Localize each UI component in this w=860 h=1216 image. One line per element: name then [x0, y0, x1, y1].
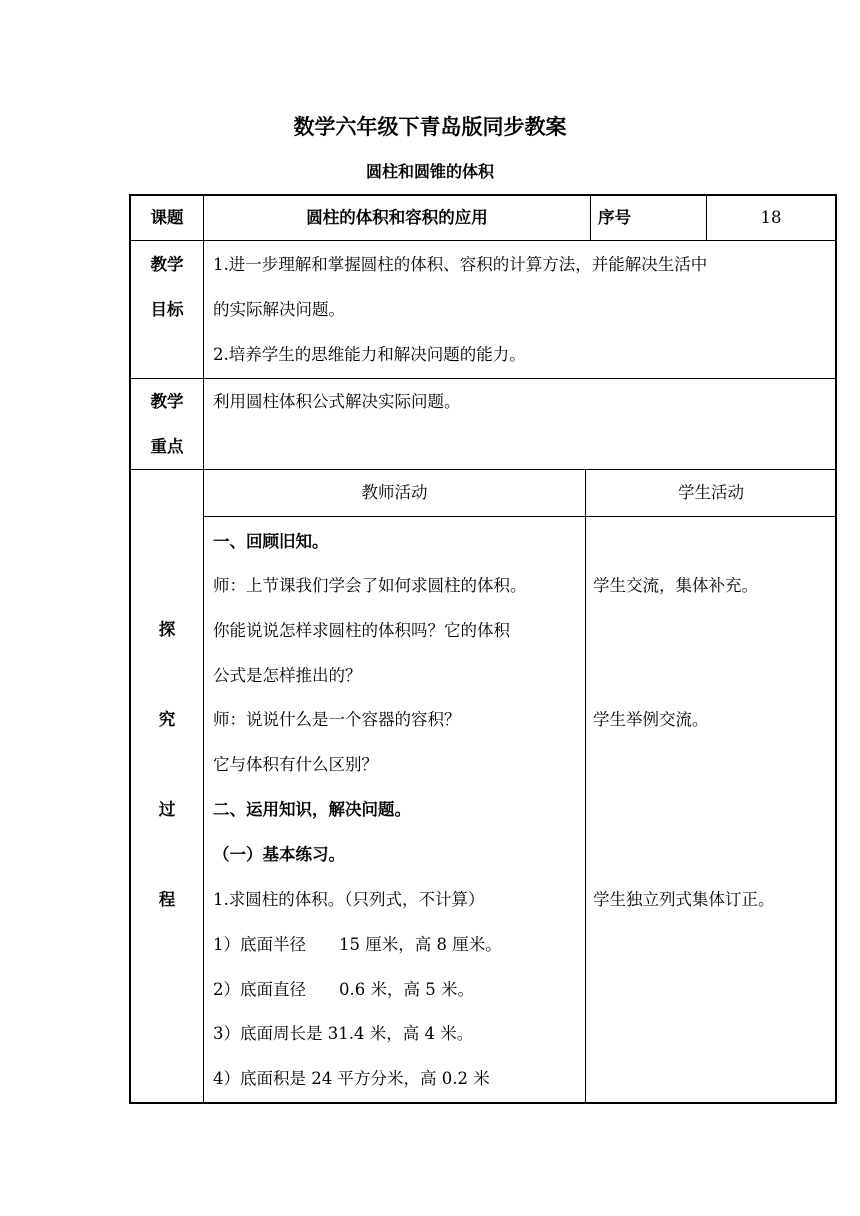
seq-label: 序号 — [598, 208, 631, 227]
focus-label-line1: 教学 — [150, 392, 184, 411]
teacher-activity-line: 1）底面半径 15 厘米，高 8 厘米。 — [213, 935, 502, 954]
focus-text: 利用圆柱体积公式解决实际问题。 — [213, 392, 461, 411]
teacher-activity-line: 2）底面直径 0.6 米，高 5 米。 — [213, 980, 474, 999]
column-divider — [203, 194, 204, 1104]
teacher-activity-line: 公式是怎样推出的？ — [213, 666, 362, 685]
teacher-activity-line: 你能说说怎样求圆柱的体积吗？它的体积 — [213, 621, 510, 640]
process-label-char: 过 — [158, 800, 176, 819]
teacher-activity-line: 二、运用知识，解决问题。 — [213, 800, 411, 819]
goals-text-line: 2.培养学生的思维能力和解决问题的能力。 — [213, 345, 526, 364]
teacher-activity-line: （一）基本练习。 — [213, 845, 345, 864]
student-activity-line: 学生举例交流。 — [593, 710, 709, 729]
topic-value: 圆柱的体积和容积的应用 — [306, 208, 488, 227]
goals-label-line1: 教学 — [150, 255, 184, 274]
process-label-char: 程 — [158, 890, 176, 909]
teacher-activity-header: 教师活动 — [361, 483, 428, 502]
teacher-activity-line: 1.求圆柱的体积。（只列式，不计算） — [213, 890, 485, 909]
student-activity-line: 学生交流，集体补充。 — [593, 576, 758, 595]
teacher-activity-line: 一、回顾旧知。 — [213, 532, 329, 551]
process-label-char: 探 — [158, 620, 176, 639]
teacher-activity-line: 3）底面周长是 31.4 米，高 4 米。 — [213, 1024, 474, 1043]
student-activity-line: 学生独立列式集体订正。 — [593, 890, 775, 909]
student-activity-header: 学生活动 — [678, 483, 744, 502]
teacher-activity-line: 师：上节课我们学会了如何求圆柱的体积。 — [213, 576, 527, 595]
goals-text-line: 的实际解决问题。 — [213, 300, 345, 319]
seq-value: 18 — [760, 208, 782, 227]
teacher-activity-line: 4）底面积是 24 平方分米，高 0.2 米 — [213, 1069, 490, 1088]
teacher-activity-line: 它与体积有什么区别？ — [213, 755, 378, 774]
column-divider — [590, 194, 591, 240]
focus-label-line2: 重点 — [150, 437, 184, 456]
document-title: 数学六年级下青岛版同步教案 — [293, 115, 567, 139]
goals-text-line: 1.进一步理解和掌握圆柱的体积、容积的计算方法，并能解决生活中 — [213, 255, 708, 274]
process-label-char: 究 — [158, 710, 176, 729]
teacher-activity-line: 师：说说什么是一个容器的容积？ — [213, 710, 461, 729]
column-divider — [585, 469, 586, 1104]
row-divider — [129, 378, 837, 379]
row-divider — [129, 240, 837, 241]
row-divider — [204, 516, 837, 517]
row-divider — [129, 469, 837, 470]
goals-label-line2: 目标 — [150, 300, 184, 319]
topic-label: 课题 — [150, 208, 184, 227]
lesson-plan-table — [129, 194, 837, 1104]
document-subtitle: 圆柱和圆锥的体积 — [365, 162, 494, 181]
